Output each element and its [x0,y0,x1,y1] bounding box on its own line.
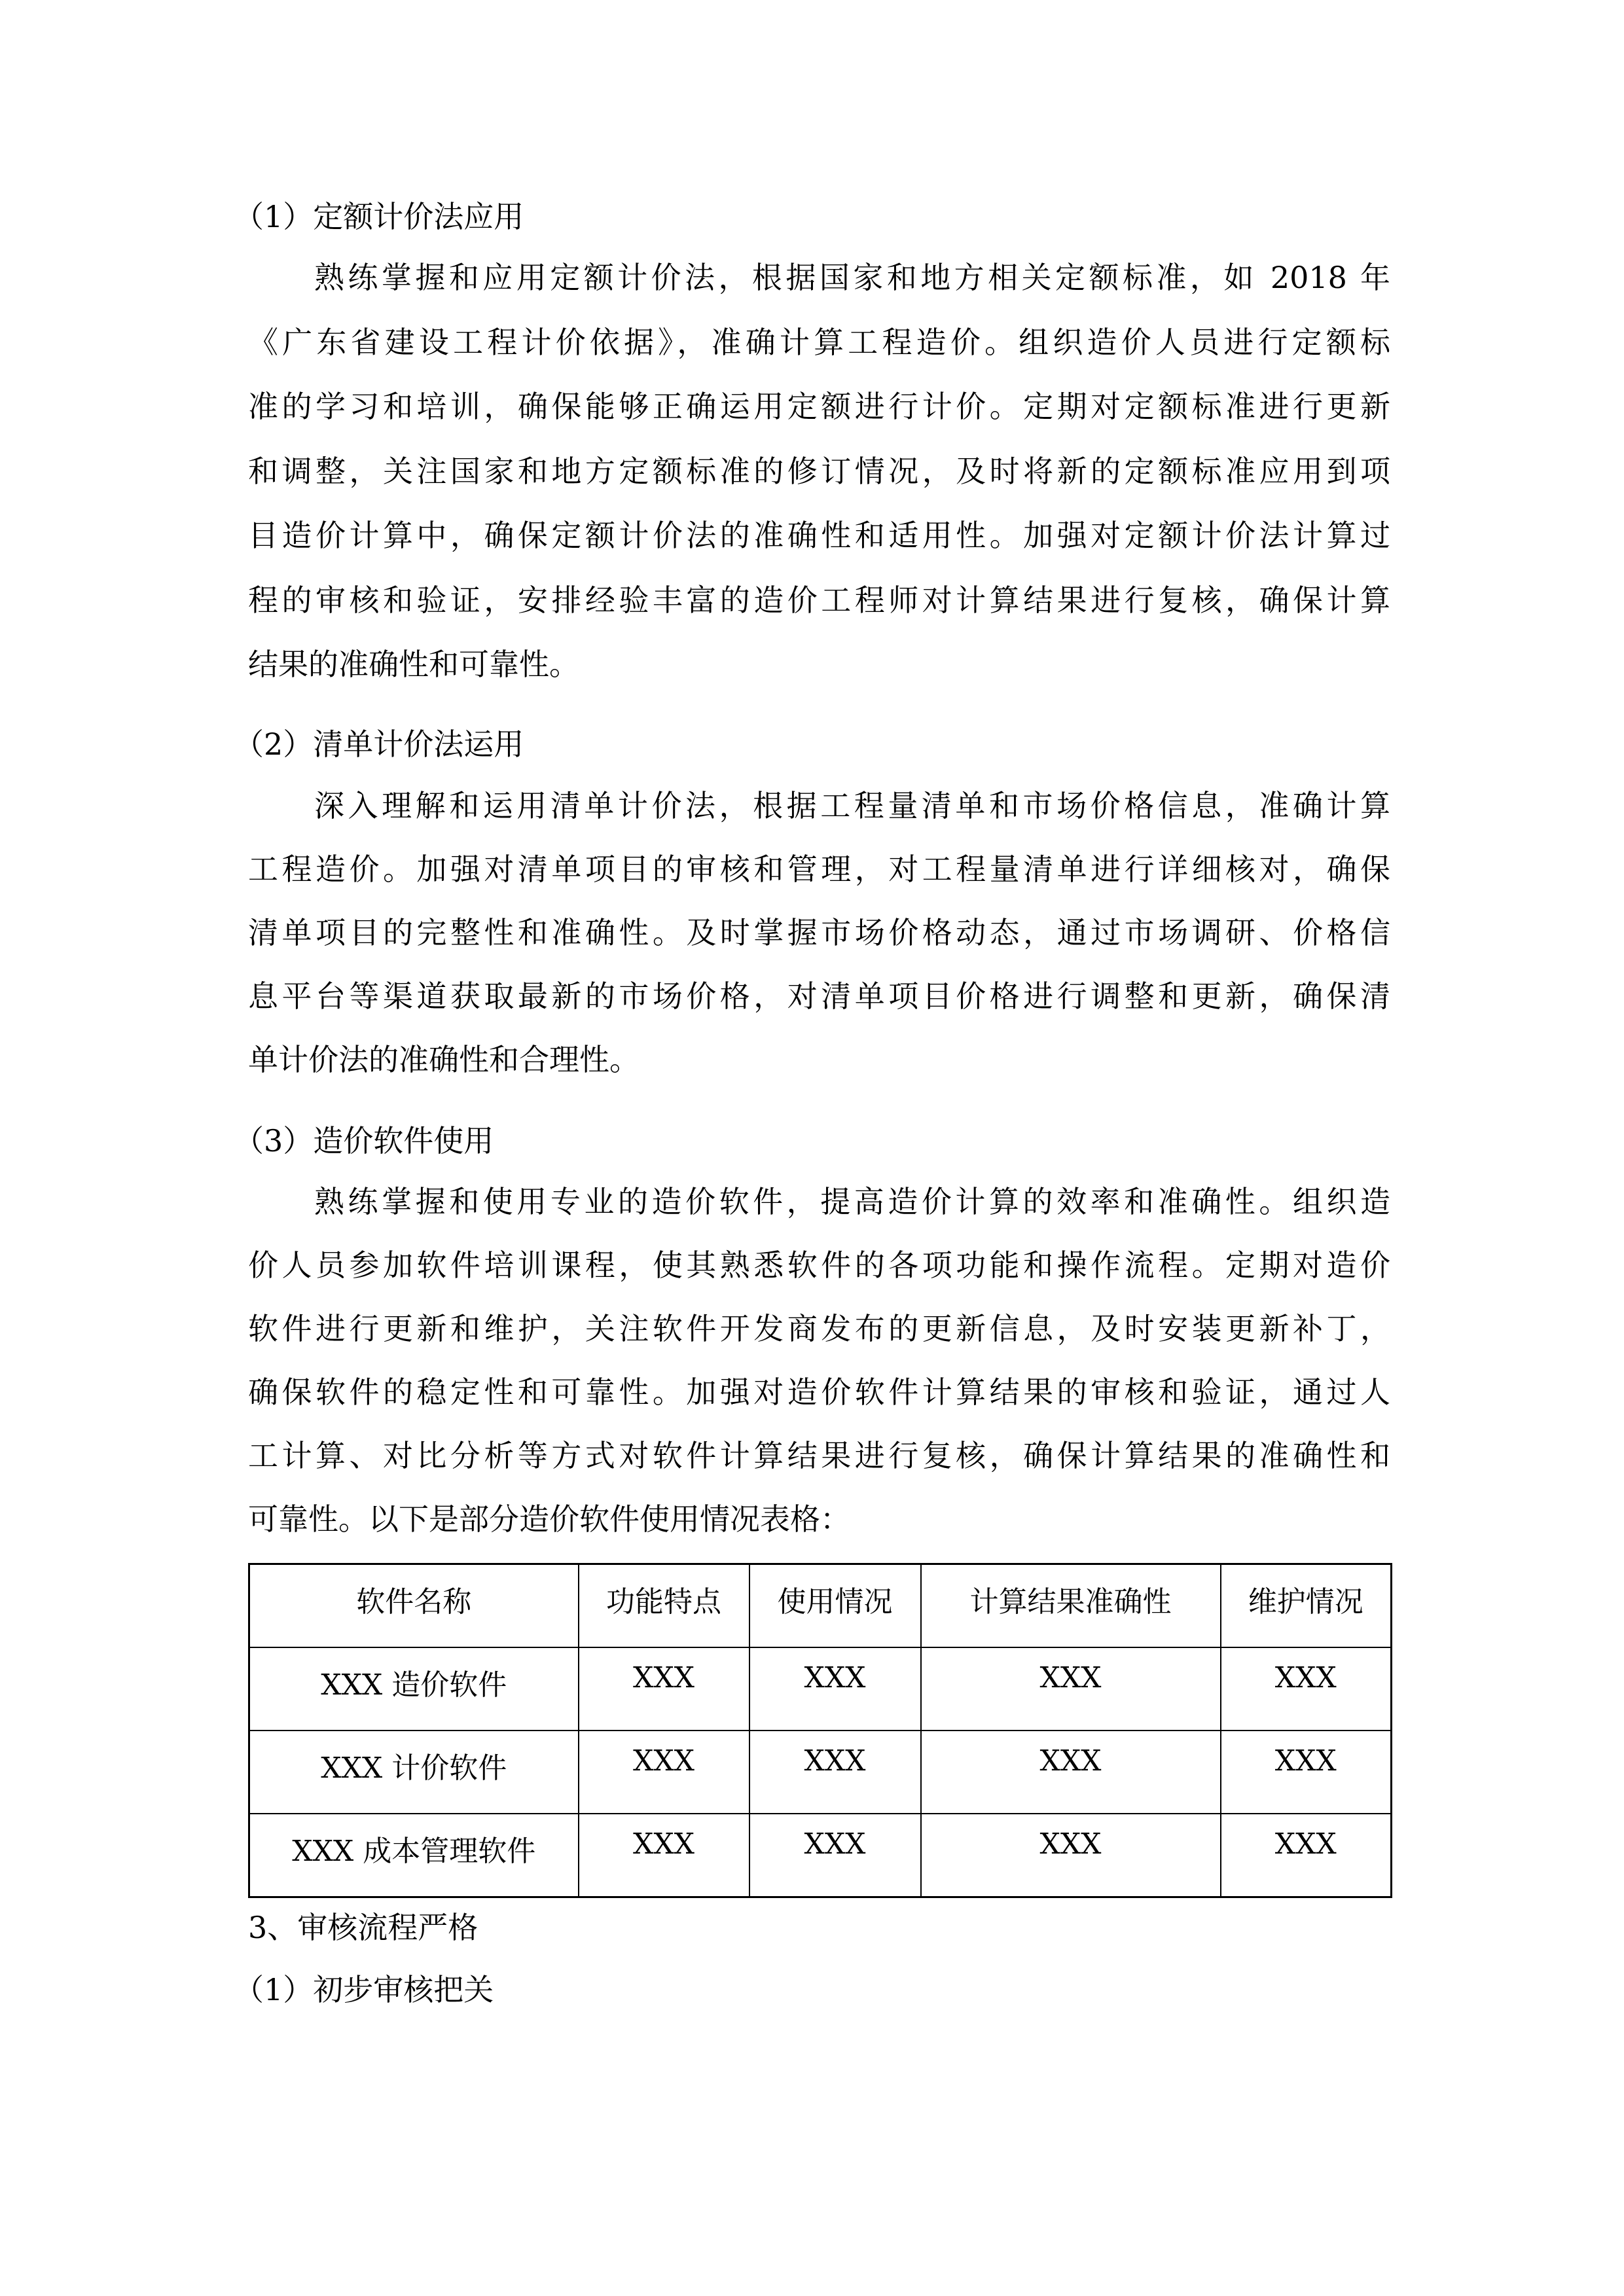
paragraph-line: 熟练掌握和应用定额计价法，根据国家和地方相关定额标准，如 2018 年 [314,260,1390,295]
table-cell: XXX [1221,1647,1392,1731]
paragraph-line: 价人员参加软件培训课程，使其熟悉软件的各项功能和操作流程。定期对造价 [248,1247,1390,1283]
table-row [249,1814,1392,1897]
subsection-heading: （1）初步审核把关 [234,1972,494,2007]
paragraph-line: 深入理解和运用清单计价法，根据工程量清单和市场价格信息，准确计算 [314,788,1390,823]
table-cell: XXX [579,1814,749,1897]
table-header-cell: 使用情况 [749,1564,921,1648]
paragraph-line: 结果的准确性和可靠性。 [248,647,579,682]
paragraph-line: 可靠性。以下是部分造价软件使用情况表格： [248,1501,850,1537]
paragraph-line: 准的学习和培训，确保能够正确运用定额进行计价。定期对定额标准进行更新 [248,389,1390,424]
table-row [249,1647,1392,1731]
table-cell: XXX [1221,1731,1392,1814]
table-cell: XXX [749,1731,921,1814]
paragraph-line: 工程造价。加强对清单项目的审核和管理，对工程量清单进行详细核对，确保 [248,852,1390,887]
table-cell: XXX [921,1814,1221,1897]
table-header-cell: 功能特点 [579,1564,749,1648]
software-usage-table [248,1563,1392,1898]
paragraph-line: 和调整，关注国家和地方定额标准的修订情况，及时将新的定额标准应用到项 [248,453,1390,489]
section-heading: 3、审核流程严格 [248,1910,478,1945]
paragraph-line: 软件进行更新和维护，关注软件开发商发布的更新信息，及时安装更新补丁， [248,1311,1390,1346]
table-cell: XXX [921,1647,1221,1731]
table-cell: XXX 计价软件 [249,1731,579,1814]
table-cell: XXX [1221,1814,1392,1897]
table-cell: XXX [749,1647,921,1731]
paragraph-line: 确保软件的稳定性和可靠性。加强对造价软件计算结果的审核和验证，通过人 [248,1374,1390,1410]
table-header-cell: 软件名称 [249,1564,579,1648]
table-cell: XXX [579,1647,749,1731]
table-header-cell: 计算结果准确性 [921,1564,1221,1648]
table-cell: XXX [579,1731,749,1814]
subsection-heading: （2）清单计价法运用 [234,726,524,762]
table-cell: XXX 造价软件 [249,1647,579,1731]
table-cell: XXX [921,1731,1221,1814]
paragraph-line: 《广东省建设工程计价依据》，准确计算工程造价。组织造价人员进行定额标 [248,324,1390,360]
table-cell: XXX 成本管理软件 [249,1814,579,1897]
paragraph-line: 单计价法的准确性和合理性。 [248,1042,640,1077]
paragraph-line: 熟练掌握和使用专业的造价软件，提高造价计算的效率和准确性。组织造 [314,1184,1390,1219]
paragraph-line: 程的审核和验证，安排经验丰富的造价工程师对计算结果进行复核，确保计算 [248,582,1390,618]
subsection-heading: （3）造价软件使用 [234,1123,494,1158]
paragraph-line: 工计算、对比分析等方式对软件计算结果进行复核，确保计算结果的准确性和 [248,1438,1390,1473]
table-cell: XXX [749,1814,921,1897]
paragraph-line: 息平台等渠道获取最新的市场价格，对清单项目价格进行调整和更新，确保清 [248,978,1390,1014]
paragraph-line: 清单项目的完整性和准确性。及时掌握市场价格动态，通过市场调研、价格信 [248,915,1390,950]
paragraph-line: 目造价计算中，确保定额计价法的准确性和适用性。加强对定额计价法计算过 [248,518,1390,553]
table-header-row [249,1564,1392,1648]
subsection-heading: （1）定额计价法应用 [234,199,524,234]
table-header-cell: 维护情况 [1221,1564,1392,1648]
table-row [249,1731,1392,1814]
